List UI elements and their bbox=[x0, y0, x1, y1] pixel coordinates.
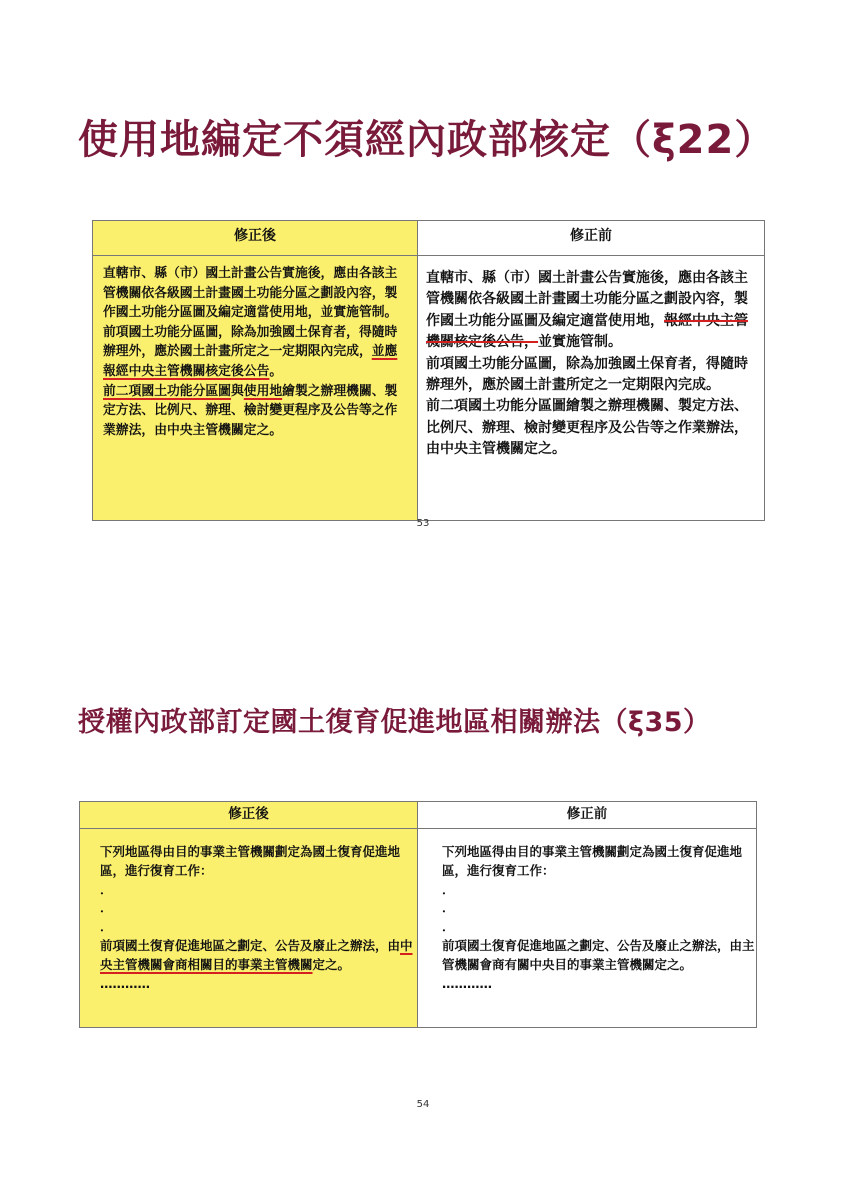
original-paragraph-3: 前二項國土功能分區圖繪製之辦理機關、製定方法、比例尺、辦理、檢討變更程序及公告等之作業辦法，由中央主管機關定之。 bbox=[426, 398, 748, 458]
original-paragraph-2: 前項國土功能分區圖，除為加強國土保育者，得隨時辦理外，應於國土計畫所定之一定期限內完成。 bbox=[426, 355, 748, 394]
amended-text-cell bbox=[93, 256, 418, 521]
amended-paragraph-1: 下列地區得由目的事業主管機關劃定為國土復育促進地區，進行復育工作： bbox=[100, 844, 401, 878]
list-dot: ． bbox=[442, 881, 455, 897]
red-underlined-text: 前二項國土功能分區圖 bbox=[103, 383, 231, 399]
header-before: 修正前 bbox=[418, 802, 757, 829]
original-text-cell bbox=[418, 829, 757, 1028]
header-after: 修正後 bbox=[93, 221, 418, 256]
ellipsis: ………… bbox=[442, 975, 492, 991]
header-before: 修正前 bbox=[418, 221, 765, 256]
original-paragraph-1: 下列地區得由目的事業主管機關劃定為國土復育促進地區，進行復育工作： bbox=[442, 844, 743, 878]
red-underlined-text: 並應報經中央主管機關核定後公告 bbox=[103, 344, 398, 379]
original-text-cell bbox=[418, 256, 765, 521]
list-dot: ． bbox=[442, 900, 455, 916]
list-dot: ． bbox=[100, 900, 113, 916]
amended-paragraph-2: 前項國土功能分區圖，除為加強國土保育者，得隨時辦理外，應於國土計畫所定之一定期限內完成，並應報經中央主管機關核定後公告。 bbox=[103, 324, 398, 379]
original-paragraph-2: 前項國土復育促進地區之劃定、公告及廢止之辦法，由主管機關會商有關中央目的事業主管機關定之。 bbox=[442, 937, 755, 972]
amended-paragraph-3: 前二項國土功能分區圖與使用地繪製之辦理機關、製定方法、比例尺、辦理、檢討變更程序及公告等之作業辦法，由中央主管機關定之。 bbox=[103, 383, 398, 438]
page-number: 54 bbox=[416, 1099, 430, 1110]
ellipsis: ………… bbox=[100, 975, 150, 991]
list-dot: ． bbox=[442, 919, 455, 935]
slide-title-2: 授權內政部訂定國土復育促進地區相關辦法（ξ35） bbox=[78, 707, 711, 738]
red-strikethrough-text: 報經中央主管機關核定後公告， bbox=[426, 312, 748, 351]
list-dot: ． bbox=[100, 881, 113, 897]
amended-paragraph-2: 前項國土復育促進地區之劃定、公告及廢止之辦法，由中央主管機關會商相關目的事業主管機關定之。 bbox=[100, 937, 413, 972]
comparison-table-2 bbox=[79, 801, 757, 1028]
list-dot: ． bbox=[100, 919, 113, 935]
red-underlined-text: 中央主管機關會商相關目的事業主管機關 bbox=[100, 937, 413, 972]
header-after: 修正後 bbox=[80, 802, 418, 829]
comparison-table-1 bbox=[92, 220, 765, 521]
slide-title-1: 使用地編定不須經內政部核定（ξ22） bbox=[78, 117, 776, 163]
page-number: 53 bbox=[416, 518, 430, 529]
original-paragraph-1: 直轄市、縣（市）國土計畫公告實施後，應由各該主管機關依各級國土計畫國土功能分區之劃設內容，製作國土功能分區圖及編定適當使用地，報經中央主管機關核定後公告，並實施管制。 bbox=[426, 270, 748, 351]
amended-paragraph-1: 直轄市、縣（市）國土計畫公告實施後，應由各該主管機關依各級國土計畫國土功能分區之劃設內容，製作國土功能分區圖及編定適當使用地，並實施管制。 bbox=[103, 266, 398, 321]
red-underlined-text: 使用地 bbox=[243, 383, 283, 399]
amended-text-cell bbox=[80, 829, 418, 1028]
